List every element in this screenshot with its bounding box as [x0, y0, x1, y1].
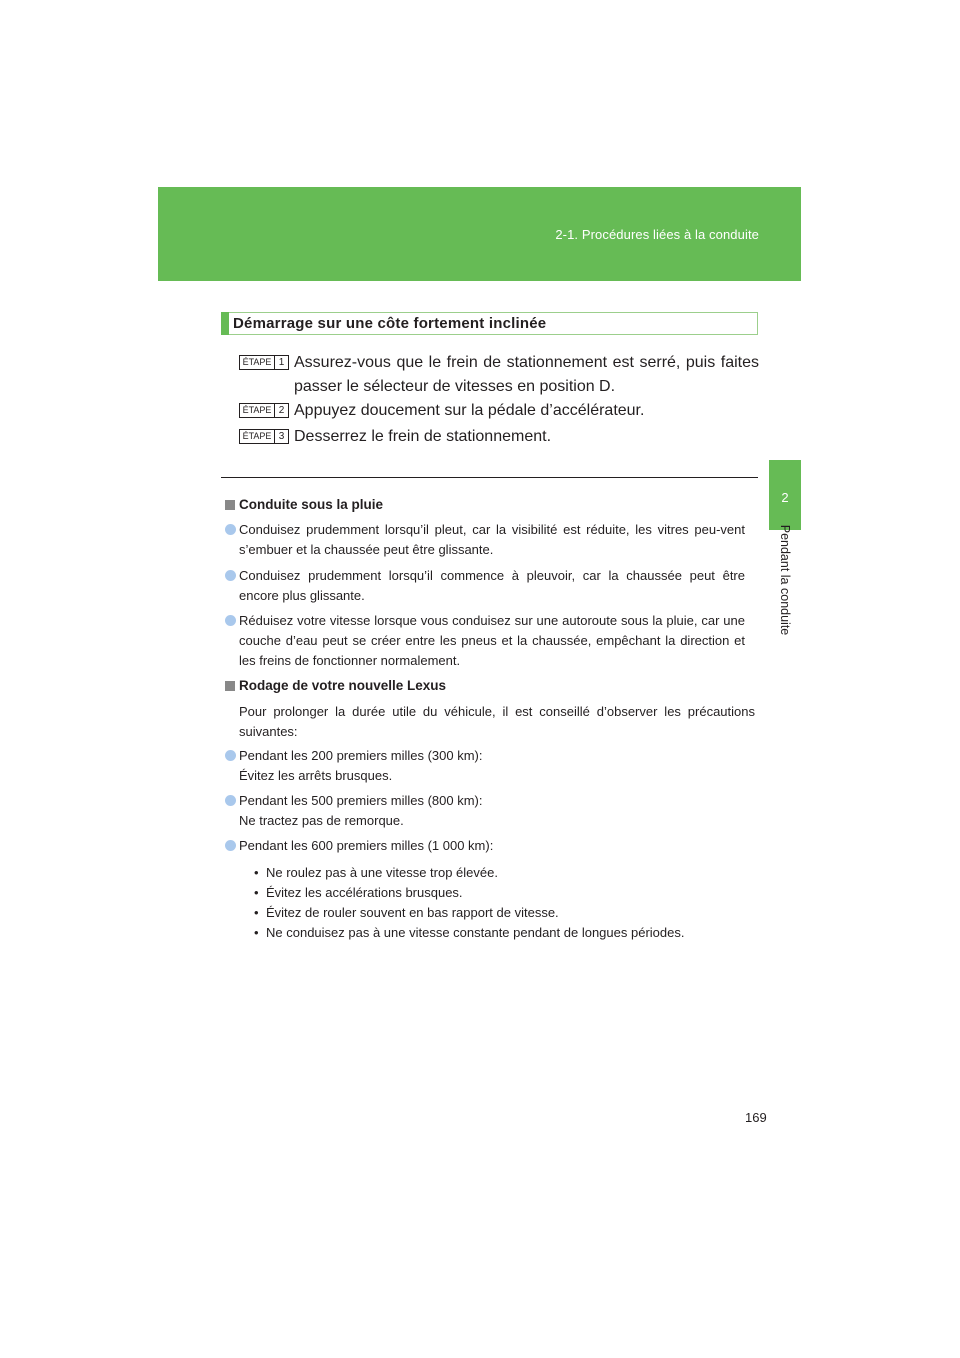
chapter-number: 2 [781, 490, 789, 505]
section-divider [221, 477, 758, 478]
step-badge-label: ÉTAPE [240, 356, 275, 369]
round-bullet-icon [225, 795, 236, 806]
sub-bullet-dot: • [254, 885, 259, 900]
sub-bullet-dot: • [254, 865, 259, 880]
step-badge-number: 1 [278, 357, 285, 368]
step-badge [239, 403, 289, 418]
round-bullet-icon [225, 524, 236, 535]
bullet-line: Pendant les 200 premiers milles (300 km): [239, 748, 483, 763]
sub-bullet-text: Ne conduisez pas à une vitesse constante pendant de longues périodes. [266, 925, 685, 940]
step-badge [239, 429, 289, 444]
bullet-line: Pendant les 500 premiers milles (800 km): [239, 793, 483, 808]
rain-heading-row [225, 495, 745, 515]
step-text: Assurez-vous que le frein de stationnement est serré, puis faites passer le sélecteur de vitesses en position D. [294, 354, 759, 395]
bullet-line: Ne tractez pas de remorque. [239, 813, 404, 828]
step-text: Desserrez le frein de stationnement. [294, 428, 552, 445]
chapter-tab [769, 460, 801, 530]
square-bullet-icon [225, 681, 235, 691]
round-bullet-icon [225, 750, 236, 761]
bullet-text: Conduisez prudemment lorsqu’il commence à pleuvoir, car la chaussée peut être encore plus glissante. [239, 568, 745, 603]
step-badge-label: ÉTAPE [240, 430, 275, 443]
breakin-heading: Rodage de votre nouvelle Lexus [239, 678, 447, 693]
rain-heading: Conduite sous la pluie [239, 497, 384, 512]
round-bullet-icon [225, 840, 236, 851]
bullet-text: Conduisez prudemment lorsqu’il pleut, car la visibilité est réduite, les vitres peu-vent s’embuer et la chaussée peut être glissante. [239, 522, 745, 557]
round-bullet-icon [225, 570, 236, 581]
chapter-label: Pendant la conduite [778, 524, 792, 636]
bullet-line: Pendant les 600 premiers milles (1 000 km): [239, 838, 494, 853]
header-band [158, 187, 801, 281]
sub-bullet-text: Évitez de rouler souvent en bas rapport de vitesse. [266, 905, 559, 920]
breakin-heading-row [225, 676, 745, 696]
page-number: 169 [745, 1110, 767, 1125]
sub-bullet-dot: • [254, 905, 259, 920]
bullet-line: Évitez les arrêts brusques. [239, 768, 393, 783]
breakin-intro: Pour prolonger la durée utile du véhicule, il est conseillé d’observer les précautions suivantes: [239, 704, 755, 739]
sub-bullet-text: Évitez les accélérations brusques. [266, 885, 463, 900]
section-title: Démarrage sur une côte fortement inclinée [233, 315, 547, 332]
sub-bullet-dot: • [254, 925, 259, 940]
step-text: Appuyez doucement sur la pédale d’accélérateur. [294, 402, 645, 419]
step-badge-number: 2 [278, 405, 285, 416]
section-title-box [221, 312, 758, 335]
bullet-text: Réduisez votre vitesse lorsque vous conduisez sur une autoroute sous la pluie, car une couche d’eau peut se créer entre les pneus et la chaussée, empêchant la direction et les freins de fonctionner normalement. [239, 613, 745, 668]
header-section-title: 2-1. Procédures liées à la conduite [555, 227, 759, 242]
step-badge-number: 3 [278, 431, 285, 442]
sub-bullet-text: Ne roulez pas à une vitesse trop élevée. [266, 865, 498, 880]
round-bullet-icon [225, 615, 236, 626]
step-badge [239, 355, 289, 370]
square-bullet-icon [225, 500, 235, 510]
step-badge-label: ÉTAPE [240, 404, 275, 417]
section-title-accent [221, 312, 229, 335]
